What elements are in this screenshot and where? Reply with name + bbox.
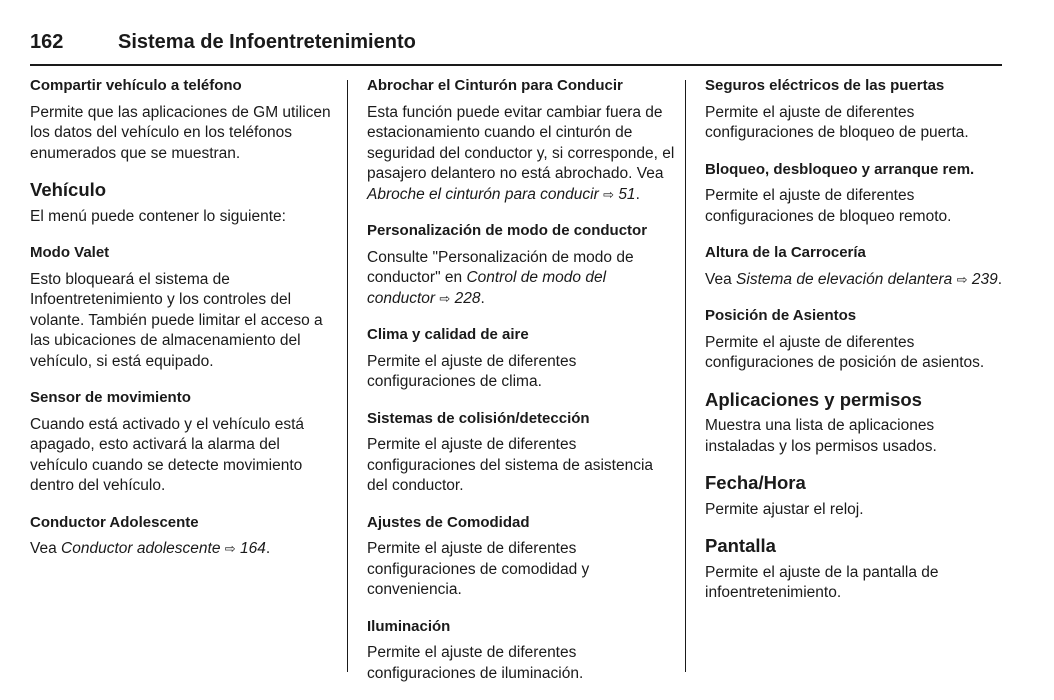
section-text: Permite el ajuste de la pantalla de infoentretenimiento. xyxy=(705,563,939,601)
section-text: Permite el ajuste de diferentes configuraciones de comodidad y conveniencia. xyxy=(367,540,590,598)
section-heading: Sensor de movimiento xyxy=(30,389,191,406)
ref-end: . xyxy=(635,185,640,203)
cross-reference xyxy=(30,539,340,560)
section-text: Esto bloqueará el sistema de Infoentretenimiento y los controles del volante. También puede limitar el acceso a las ubicaciones de almacenamiento del vehículo, si está equipado. xyxy=(30,270,323,370)
arrow-right-icon: ⇨ xyxy=(224,541,236,556)
major-heading: Pantalla xyxy=(705,535,776,556)
section-text xyxy=(367,248,677,310)
section-text: Permite que las aplicaciones de GM utilicen los datos del vehículo en los teléfonos enumerados que se muestran. xyxy=(30,103,331,162)
ref-end: . xyxy=(480,289,485,307)
section-heading: Clima y calidad de aire xyxy=(367,326,529,343)
arrow-right-icon: ⇨ xyxy=(956,271,968,287)
major-heading: Aplicaciones y permisos xyxy=(705,388,922,410)
ref-prefix: Vea xyxy=(30,540,62,557)
text-run: Esta función puede evitar cambiar fuera de estacionamiento cuando el cinturón de seguridad del conductor y, si corresponde, el pasajero delantero no está abrochado. Vea xyxy=(367,103,675,182)
page-title: Sistema de Infoentretenimiento xyxy=(118,31,416,53)
section-text: Permite el ajuste de diferentes configuraciones de bloqueo remoto. xyxy=(705,187,952,225)
section-heading: Personalización de modo de conductor xyxy=(367,222,648,239)
section-text xyxy=(367,103,677,206)
text-run: Consulte "Personalización de modo de conductor" en xyxy=(367,248,634,286)
section-text: El menú puede contener lo siguiente: xyxy=(30,207,286,225)
column-middle xyxy=(367,76,677,700)
page-header xyxy=(30,30,1002,66)
section-text: Muestra una lista de aplicaciones instaladas y los permisos usados. xyxy=(705,417,937,455)
column-left xyxy=(30,76,340,576)
section-text: Permite el ajuste de diferentes configuraciones de iluminación. xyxy=(367,644,584,682)
section-text: Permite el ajuste de diferentes configuraciones de posición de asientos. xyxy=(705,333,985,371)
column-divider xyxy=(685,80,686,672)
ref-link[interactable]: Sistema de elevación delantera xyxy=(736,270,953,288)
section-heading: Sistemas de colisión/detección xyxy=(367,409,590,427)
column-divider xyxy=(347,80,348,672)
section-text: Permite el ajuste de diferentes configuraciones de clima. xyxy=(367,352,577,390)
section-text: Permite el ajuste de diferentes configuraciones de bloqueo de puerta. xyxy=(705,103,969,141)
ref-page[interactable]: 51 xyxy=(618,185,636,203)
ref-end: . xyxy=(997,270,1003,288)
section-heading: Bloqueo, desbloqueo y arranque rem. xyxy=(705,160,975,178)
ref-link[interactable]: Abroche el cinturón para conducir xyxy=(367,185,599,203)
ref-link[interactable]: Conductor adolescente xyxy=(61,540,221,557)
section-heading: Iluminación xyxy=(367,617,451,635)
arrow-right-icon: ⇨ xyxy=(603,186,614,202)
section-heading: Seguros eléctricos de las puertas xyxy=(705,77,945,94)
section-text: Permite ajustar el reloj. xyxy=(705,500,864,518)
page-number: 162 xyxy=(30,31,64,53)
section-heading: Modo Valet xyxy=(30,244,110,261)
section-heading: Posición de Asientos xyxy=(705,307,857,324)
cross-reference xyxy=(705,270,1005,291)
section-heading: Compartir vehículo a teléfono xyxy=(30,77,242,94)
major-heading: Fecha/Hora xyxy=(705,472,806,493)
section-heading: Abrochar el Cinturón para Conducir xyxy=(367,77,623,94)
column-right xyxy=(705,76,1005,620)
ref-page[interactable]: 228 xyxy=(454,289,481,307)
section-heading: Altura de la Carrocería xyxy=(705,244,866,261)
major-heading: Vehículo xyxy=(30,179,107,200)
ref-page[interactable]: 164 xyxy=(239,540,266,557)
section-heading: Conductor Adolescente xyxy=(30,513,199,531)
ref-page[interactable]: 239 xyxy=(971,270,998,288)
ref-link[interactable]: Control de modo del conductor xyxy=(367,269,607,307)
section-text: Permite el ajuste de diferentes configuraciones del sistema de asistencia del conductor. xyxy=(367,436,654,494)
section-heading: Ajustes de Comodidad xyxy=(367,513,530,531)
arrow-right-icon: ⇨ xyxy=(439,290,451,306)
ref-end: . xyxy=(265,540,271,557)
ref-prefix: Vea xyxy=(705,270,737,288)
section-text: Cuando está activado y el vehículo está apagado, esto activará la alarma del vehículo cuando se detecte movimiento dentro del vehículo. xyxy=(30,415,305,494)
